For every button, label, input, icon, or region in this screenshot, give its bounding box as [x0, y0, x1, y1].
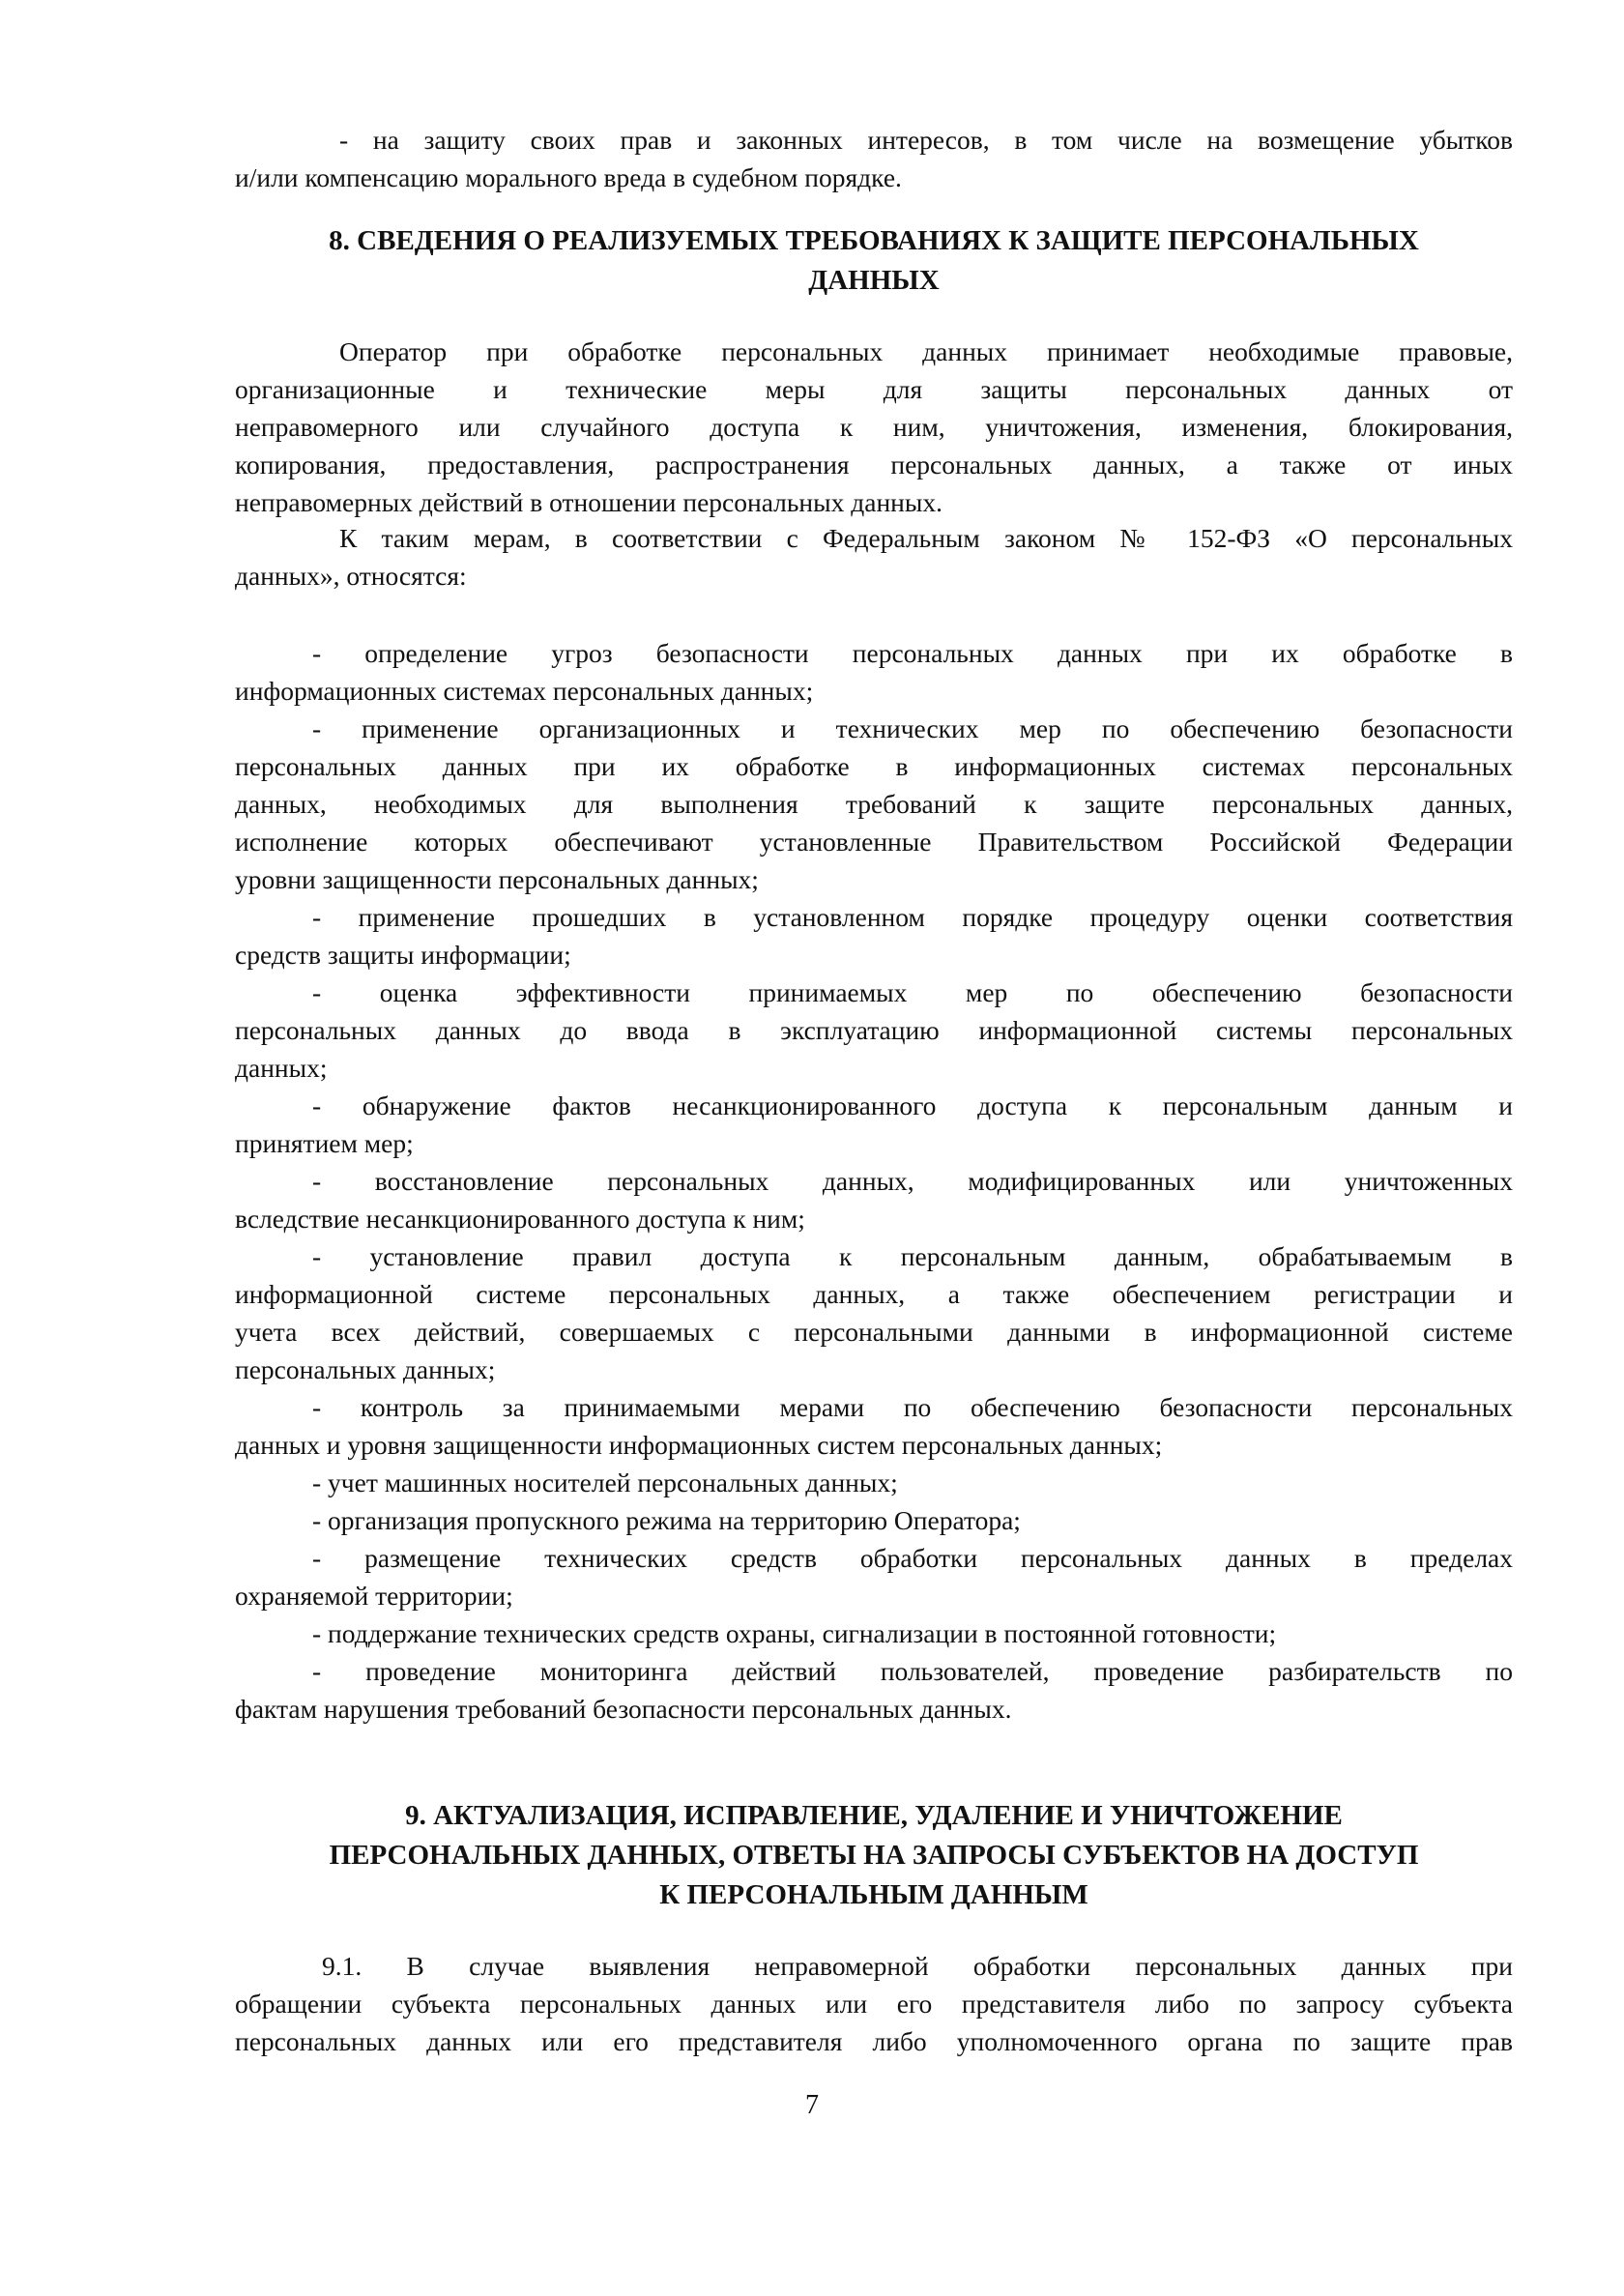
- list-item: [235, 710, 1513, 898]
- list-item: [235, 1652, 1513, 1728]
- text-line: фактам нарушения требований безопасности персональных данных.: [235, 1694, 1012, 1724]
- text-line: уровни защищенности персональных данных;: [235, 864, 759, 894]
- text-line: - проведение мониторинга действий пользователей, проведение разбирательств по: [312, 1656, 1513, 1686]
- text-line: - применение прошедших в установленном порядке процедуру оценки соответствия: [312, 902, 1513, 932]
- list-item: [235, 1237, 1513, 1388]
- text-line: - учет машинных носителей персональных данных;: [312, 1468, 898, 1497]
- text-line: - контроль за принимаемыми мерами по обеспечению безопасности персональных: [312, 1392, 1513, 1422]
- text-line: - оценка эффективности принимаемых мер по обеспечению безопасности: [312, 977, 1513, 1007]
- heading-line: 8. СВЕДЕНИЯ О РЕАЛИЗУЕМЫХ ТРЕБОВАНИЯХ К ЗАЩИТЕ ПЕРСОНАЛЬНЫХ: [329, 225, 1419, 256]
- section-9-paragraph-1: [235, 1947, 1513, 2060]
- text-line: и/или компенсацию морального вреда в судебном порядке.: [235, 162, 902, 192]
- text-line: - восстановление персональных данных, модифицированных или уничтоженных: [312, 1166, 1513, 1196]
- text-line: организационные и технические меры для защиты персональных данных от: [235, 374, 1513, 404]
- text-line: данных, необходимых для выполнения требований к защите персональных данных,: [235, 789, 1513, 819]
- list-item: [235, 1162, 1513, 1237]
- text-line: - организация пропускного режима на территорию Оператора;: [312, 1505, 1021, 1535]
- text-line: - определение угроз безопасности персональных данных при их обработке в: [312, 638, 1513, 668]
- text-line: персональных данных при их обработке в информационных системах персональных: [235, 751, 1513, 781]
- text-line: - установление правил доступа к персональным данным, обрабатываемым в: [312, 1241, 1513, 1271]
- section-8-paragraph-1: [235, 333, 1513, 521]
- list-item: [235, 1388, 1513, 1464]
- intro-paragraph: [235, 121, 1513, 196]
- heading-line: ПЕРСОНАЛЬНЫХ ДАННЫХ, ОТВЕТЫ НА ЗАПРОСЫ СУБЪЕКТОВ НА ДОСТУП: [329, 1840, 1419, 1871]
- text-line: вследствие несанкционированного доступа к ним;: [235, 1204, 805, 1234]
- text-line: неправомерного или случайного доступа к ним, уничтожения, изменения, блокирования,: [235, 412, 1513, 442]
- text-line: данных и уровня защищенности информационных систем персональных данных;: [235, 1430, 1163, 1460]
- text-line: принятием мер;: [235, 1128, 414, 1158]
- heading-line: 9. АКТУАЛИЗАЦИЯ, ИСПРАВЛЕНИЕ, УДАЛЕНИЕ И УНИЧТОЖЕНИЕ: [405, 1800, 1343, 1831]
- heading-line: К ПЕРСОНАЛЬНЫМ ДАННЫМ: [659, 1879, 1088, 1910]
- text-line: учета всех действий, совершаемых с персональными данными в информационной системе: [235, 1317, 1513, 1347]
- list-item: [235, 634, 1513, 710]
- text-line: информационных системах персональных данных;: [235, 676, 814, 706]
- list-item: [235, 1087, 1513, 1162]
- text-line: 9.1. В случае выявления неправомерной обработки персональных данных при: [322, 1951, 1513, 1981]
- page-number: 7: [805, 2090, 819, 2120]
- text-line: данных;: [235, 1053, 328, 1083]
- list-item: [235, 974, 1513, 1087]
- text-line: - применение организационных и технических мер по обеспечению безопасности: [312, 713, 1513, 743]
- text-line: персональных данных;: [235, 1354, 496, 1384]
- section-8-paragraph-2: [235, 519, 1513, 595]
- text-line: - на защиту своих прав и законных интересов, в том числе на возмещение убытков: [339, 125, 1513, 155]
- measures-list: [235, 634, 1513, 1728]
- text-line: информационной системе персональных данных, а также обеспечением регистрации и: [235, 1279, 1513, 1309]
- text-line: К таким мерам, в соответствии с Федеральным законом № 152-ФЗ «О персональных: [339, 523, 1513, 553]
- text-line: персональных данных до ввода в эксплуатацию информационной системы персональных: [235, 1015, 1513, 1045]
- text-line: обращении субъекта персональных данных или его представителя либо по запросу субъекта: [235, 1989, 1513, 2019]
- list-item: [235, 1501, 1513, 1539]
- text-line: - обнаружение фактов несанкционированного доступа к персональным данным и: [312, 1090, 1513, 1120]
- text-line: данных», относятся:: [235, 561, 467, 591]
- text-line: исполнение которых обеспечивают установленные Правительством Российской Федерации: [235, 827, 1513, 857]
- text-line: охраняемой территории;: [235, 1581, 513, 1611]
- section-9-heading: [235, 1796, 1513, 1915]
- text-line: - размещение технических средств обработки персональных данных в пределах: [312, 1543, 1513, 1573]
- text-line: Оператор при обработке персональных данных принимает необходимые правовые,: [339, 336, 1513, 366]
- text-line: неправомерных действий в отношении персональных данных.: [235, 487, 942, 517]
- list-item: [235, 898, 1513, 974]
- list-item: [235, 1614, 1513, 1652]
- list-item: [235, 1539, 1513, 1614]
- text-line: средств защиты информации;: [235, 940, 571, 970]
- text-line: - поддержание технических средств охраны, сигнализации в постоянной готовности;: [312, 1618, 1277, 1648]
- section-8-heading: [235, 221, 1513, 301]
- list-item: [235, 1464, 1513, 1501]
- text-line: копирования, предоставления, распространения персональных данных, а также от иных: [235, 450, 1513, 480]
- heading-line: ДАННЫХ: [808, 265, 940, 296]
- text-line: персональных данных или его представителя либо уполномоченного органа по защите прав: [235, 2026, 1513, 2056]
